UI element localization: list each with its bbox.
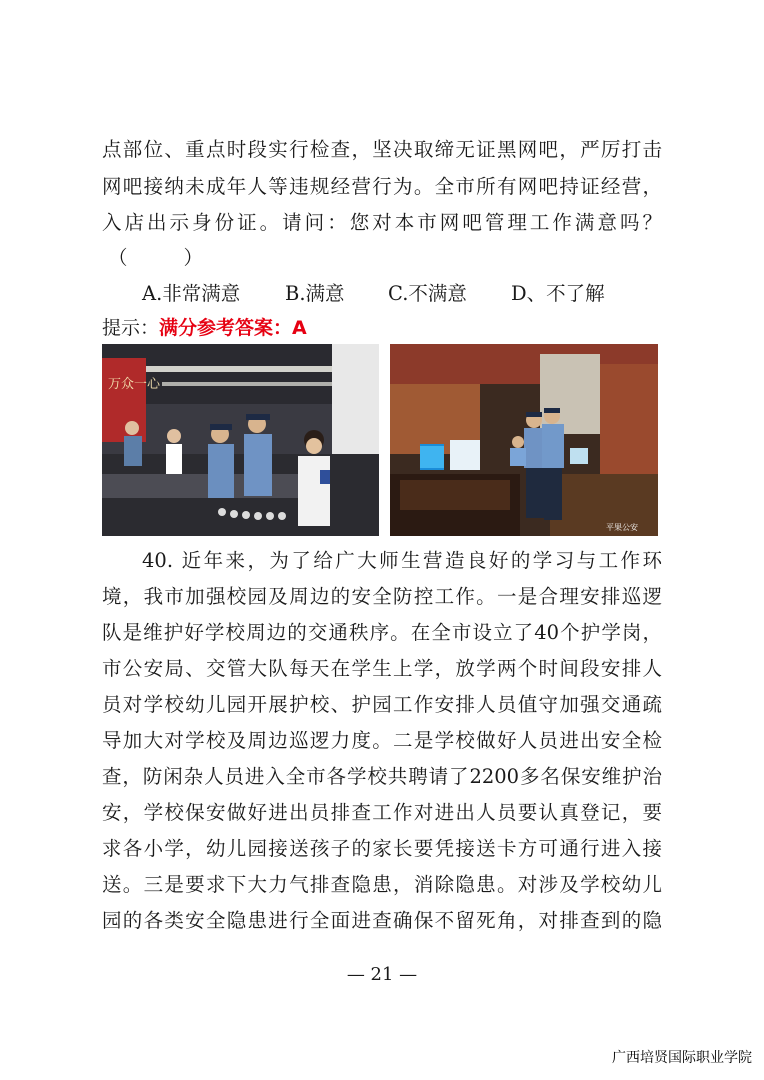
text-line: 送。三是要求下大力气排查隐患，消除隐患。对涉及学校幼儿 [102, 873, 662, 896]
text-line: 境，我市加强校园及周边的安全防控工作。一是合理安排巡逻 [102, 585, 662, 608]
option-a: A.非常满意 [142, 282, 241, 305]
photo-police-patrol-internet-cafe [390, 344, 658, 536]
paren-open: （ [108, 246, 128, 269]
page-number: — 21 — [346, 964, 418, 985]
text-line: 查，防闲杂人员进入全市各学校共聘请了2200多名保安维护治 [102, 765, 662, 788]
paren-close: ） [183, 246, 204, 269]
photo-watermark: 平果公安 [606, 523, 638, 532]
text-line: 导加大对学校及周边巡逻力度。二是学校做好人员进出安全检 [102, 729, 662, 752]
option-d: D、不了解 [511, 282, 605, 305]
question-40-first-line: 40. 近年来，为了给广大师生营造良好的学习与工作环 [142, 549, 662, 572]
photo-police-inspection-counter [102, 344, 379, 536]
option-b: B.满意 [285, 282, 345, 305]
text-line: 市公安局、交管大队每天在学生上学，放学两个时间段安排人 [102, 657, 662, 680]
hint [102, 313, 307, 343]
option-c: C.不满意 [388, 282, 467, 305]
text-line: 网吧接纳未成年人等违规经营行为。全市所有网吧持证经营， [102, 175, 662, 198]
answer-blank [108, 243, 203, 273]
footer-institution: 广西培贤国际职业学院 [612, 1050, 752, 1066]
reference-answer: 满分参考答案：A [159, 317, 307, 339]
text-line: 队是维护好学校周边的交通秩序。在全市设立了40个护学岗， [102, 621, 662, 644]
text-line: 园的各类安全隐患进行全面进查确保不留死角，对排查到的隐 [102, 909, 662, 932]
text-line: 求各小学，幼儿园接送孩子的家长要凭接送卡方可通行进入接 [102, 837, 662, 860]
banner-text: 万众一心 [108, 377, 161, 392]
hint-label: 提示： [102, 317, 160, 339]
text-line: 安，学校保安做好进出员排查工作对进出人员要认真登记，要 [102, 801, 662, 824]
text-line: 点部位、重点时段实行检查，坚决取缔无证黑网吧，严厉打击 [102, 138, 662, 161]
text-line: 员对学校幼儿园开展护校、护园工作安排人员值守加强交通疏 [102, 693, 662, 716]
text-line: 入店出示身份证。请问：您对本市网吧管理工作满意吗？ [102, 211, 662, 234]
